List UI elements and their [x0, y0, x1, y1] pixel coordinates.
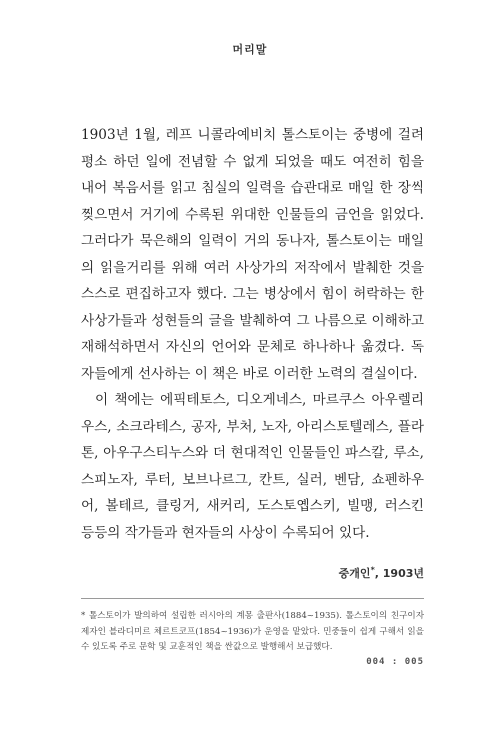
page-heading: 머리말	[232, 43, 268, 56]
signature-year: , 1903년	[374, 567, 424, 580]
signature-name: 중개인	[338, 567, 371, 580]
footnote-divider	[81, 598, 424, 599]
page-number: 004 : 005	[366, 657, 424, 667]
paragraph-2: 이 책에는 에픽테토스, 디오게네스, 마르쿠스 아우렐리우스, 소크라테스, 공자, 부처, 노자, 아리스토텔레스, 플라톤, 아우구스티누스와 더 현대적인 인물들인 파스칼, 루소, 스피노자, 루터, 보브나르그, 칸트, 실러, 벤담, 쇼펜하우어, 볼테르, 클링거, 새커리, 도스토옙스키, 빌맹, 러스킨 등등의 작가들과 현자들의 사상이 수록되어 있다.	[81, 392, 424, 541]
footnote-mark: *	[370, 565, 375, 575]
footnote-text: * 톨스토이가 발의하여 설립한 러시아의 계몽 출판사(1884~1935). 톨스토이의 친구이자 제자인 블라디미르 체르트코프(1854~1936)가 운영을 맡았다. 민중들이 쉽게 구해서 읽을 수 있도록 주로 문학 및 교훈적인 책을 싼값으로 발행해서 보급했다.	[81, 611, 424, 652]
signature	[339, 565, 424, 581]
body-text	[81, 122, 424, 546]
paragraph-1: 1903년 1월, 레프 니콜라예비치 톨스토이는 중병에 걸려 평소 하던 일에 전념할 수 없게 되었을 때도 여전히 힘을 내어 복음서를 읽고 침실의 일력을 습관대로 매일 한 장씩 찢으면서 거기에 수록된 위대한 인물들의 금언을 읽었다. 그러다가 묵은해의 일력이 거의 동나자, 톨스토이는 매일의 읽을거리를 위해 여러 사상가의 저작에서 발췌한 것을 스스로 편집하고자 했다. 그는 병상에서 힘이 허락하는 한 사상가들과 성현들의 글을 발췌하여 그 나름으로 이해하고 재해석하면서 자신의 언어와 문체로 하나하나 옮겼다. 독자들에게 선사하는 이 책은 바로 이러한 노력의 결실이다.	[81, 127, 424, 382]
